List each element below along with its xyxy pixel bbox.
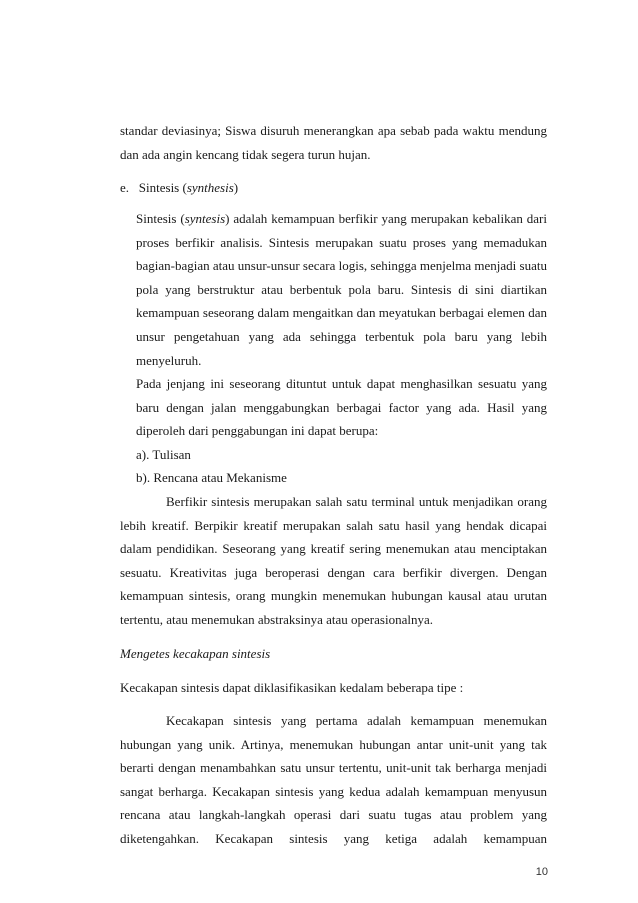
body-para-line-4: sesuatu. Kreativitas juga beroperasi dengan cara berfikir divergen. Dengan xyxy=(120,565,547,580)
section-title: Sintesis ( xyxy=(138,180,187,195)
continuation-line-2: dan ada angin kencang tidak segera turun hujan. xyxy=(120,147,371,162)
para1-line-2: proses berfikir analisis. Sintesis merupakan suatu proses yang memadukan xyxy=(136,235,547,250)
para2-line-1: Pada jenjang ini seseorang dituntut untuk dapat menghasilkan sesuatu yang xyxy=(136,376,547,391)
italic-subheading: Mengetes kecakapan sintesis xyxy=(120,646,271,661)
continuation-line-1: standar deviasinya; Siswa disuruh menerangkan apa sebab pada waktu mendung xyxy=(120,123,547,138)
section-letter: e. xyxy=(120,180,130,195)
final-para-line-2: hubungan yang unik. Artinya, menemukan hubungan antar unit-unit yang tak xyxy=(120,737,547,752)
body-para-line-1: Berfikir sintesis merupakan salah satu terminal untuk menjadikan orang xyxy=(166,494,547,509)
para1-italic-term: syntesis xyxy=(184,211,226,226)
page-number: 10 xyxy=(535,866,548,878)
body-para-line-3: dalam pendidikan. Seseorang yang kreatif sering menemukan atau menciptakan xyxy=(120,541,547,556)
list-item-b: b). Rencana atau Mekanisme xyxy=(136,470,287,485)
para1-first-rest: ) adalah kemampuan berfikir yang merupakan kebalikan dari xyxy=(225,211,547,226)
final-para-line-6: diketengahkan. Kecakapan sintesis yang ketiga adalah kemampuan xyxy=(120,831,547,846)
classification-line: Kecakapan sintesis dapat diklasifikasikan kedalam beberapa tipe : xyxy=(120,680,464,695)
list-item-a: a). Tulisan xyxy=(136,447,191,462)
para1-first-word: Sintesis ( xyxy=(136,211,185,226)
body-para-line-2: lebih kreatif. Berpikir kreatif merupakan salah satu hasil yang hendak dicapai xyxy=(120,518,547,533)
para2-line-3: diperoleh dari penggabungan ini dapat berupa: xyxy=(136,423,379,438)
para1-line-1 xyxy=(136,211,547,227)
para2-line-2: baru dengan jalan menggabungkan berbagai factor yang ada. Hasil yang xyxy=(136,400,547,415)
body-para-line-6: tertentu, atau menemukan abstraksinya atau operasionalnya. xyxy=(120,612,433,627)
para1-line-4: pola yang berstruktur atau berbentuk pola baru. Sintesis di sini diartikan xyxy=(136,282,547,297)
section-title-close: ) xyxy=(233,180,239,195)
para1-line-5: kemampuan seseorang dalam mengaitkan dan meyatukan berbagai elemen dan xyxy=(136,305,547,320)
para1-line-7: menyeluruh. xyxy=(136,353,202,368)
section-title-italic: synthesis xyxy=(186,180,234,195)
para1-line-3: bagian-bagian atau unsur-unsur secara logis, sehingga menjelma menjadi suatu xyxy=(136,258,547,273)
final-para-line-5: rencana atau langkah-langkah operasi dari suatu tugas atau problem yang xyxy=(120,807,547,822)
final-para-line-3: berarti dengan menambahkan satu unsur tertentu, unit-unit tak berharga menjadi xyxy=(120,760,547,775)
para1-line-6: unsur pengetahuan yang ada sehingga terbentuk pola baru yang lebih xyxy=(136,329,547,344)
final-para-line-1: Kecakapan sintesis yang pertama adalah kemampuan menemukan xyxy=(166,713,547,728)
section-heading xyxy=(120,180,238,196)
body-para-line-5: kemampuan sintesis, orang mungkin menemukan hubungan kausal atau urutan xyxy=(120,588,547,603)
final-para-line-4: sangat berharga. Kecakapan sintesis yang kedua adalah kemampuan menyusun xyxy=(120,784,547,799)
